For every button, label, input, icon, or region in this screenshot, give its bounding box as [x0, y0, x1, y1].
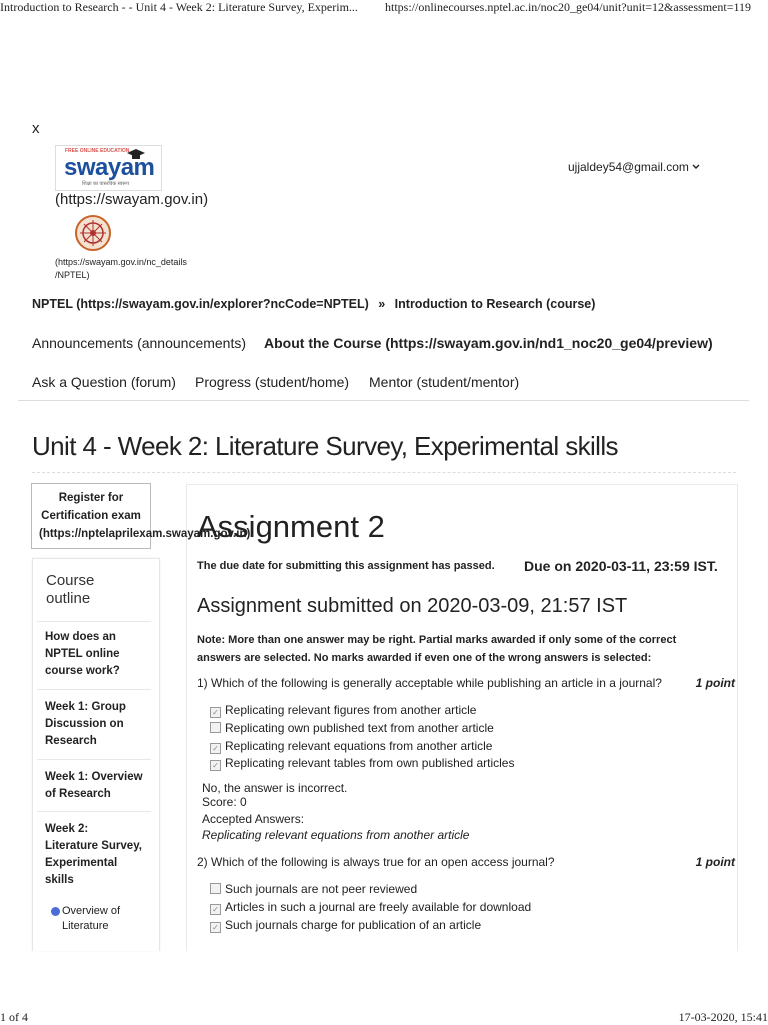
- print-header-title: Introduction to Research - - Unit 4 - Week 2: Literature Survey, Experim...: [0, 0, 358, 14]
- option-label: Replicating relevant tables from own published articles: [225, 756, 515, 770]
- q1-option-3[interactable]: [210, 739, 492, 754]
- sidebar-item-how-nptel-works[interactable]: [45, 629, 150, 680]
- swayam-logo[interactable]: [55, 145, 162, 191]
- register-line3[interactable]: (https://nptelaprilexam.swayam.gov.in): [39, 528, 251, 540]
- q2-option-1[interactable]: [210, 882, 417, 896]
- page-title: Unit 4 - Week 2: Literature Survey, Experimental skills: [32, 431, 618, 461]
- sidebar-item-label: Literature Survey,: [45, 840, 142, 852]
- course-outline-heading-line1: Course: [46, 572, 95, 589]
- checkbox-checked-icon[interactable]: ✓: [210, 743, 221, 754]
- checkbox-checked-icon[interactable]: ✓: [210, 904, 221, 915]
- chevron-down-icon: [692, 160, 700, 168]
- q2-option-3[interactable]: [210, 918, 481, 933]
- sidebar-item-label: skills: [45, 874, 74, 886]
- breadcrumb-separator: »: [378, 297, 386, 311]
- due-passed-text: The due date for submitting this assignment has passed.: [197, 560, 495, 572]
- user-menu[interactable]: [568, 160, 700, 174]
- question-2-points: 1 point: [695, 855, 735, 869]
- nav-about-course[interactable]: About the Course (https://swayam.gov.in/nd1_noc20_ge04/preview): [264, 335, 713, 351]
- radio-dot-icon: [51, 907, 60, 916]
- swayam-logo-tagline: शिक्षा का वास्तविक स्वरूप: [82, 181, 130, 187]
- option-label: Articles in such a journal are freely available for download: [225, 900, 532, 914]
- question-2-text: 2) Which of the following is always true for an open access journal?: [197, 855, 555, 869]
- option-label: Replicating relevant figures from another article: [225, 703, 477, 717]
- print-header-url: https://onlinecourses.nptel.ac.in/noc20_ge04/unit?unit=12&assessment=119: [385, 0, 752, 14]
- breadcrumb-nptel[interactable]: NPTEL (https://swayam.gov.in/explorer?ncCode=NPTEL): [32, 297, 369, 311]
- print-footer-page: 1 of 4: [0, 1010, 28, 1024]
- swayam-logo-tagline-top: FREE ONLINE EDUCATION: [65, 148, 130, 154]
- print-footer-datetime: 17-03-2020, 15:41: [678, 1010, 768, 1024]
- question-1-text: 1) Which of the following is generally acceptable while publishing an article in a journal?: [197, 676, 662, 690]
- checkbox-empty-icon[interactable]: [210, 722, 221, 733]
- option-label: Such journals are not peer reviewed: [225, 882, 418, 896]
- q1-accepted-label: Accepted Answers:: [202, 812, 305, 826]
- breadcrumb-course[interactable]: Introduction to Research (course): [394, 297, 596, 311]
- course-outline-heading: [46, 572, 94, 608]
- sidebar-item-week1-overview[interactable]: [45, 769, 150, 803]
- sidebar-item-label: How does an: [45, 631, 116, 643]
- q1-option-4[interactable]: [210, 756, 514, 771]
- sidebar-item-week1-group-discussion[interactable]: [45, 699, 150, 750]
- option-label: Such journals charge for publication of an article: [225, 918, 482, 932]
- assignment-title: Assignment 2: [197, 509, 385, 544]
- sidebar-subitem-label: Literature: [62, 920, 109, 932]
- question-1-points: 1 point: [695, 676, 735, 690]
- sidebar-subitem-overview-literature[interactable]: [62, 904, 120, 934]
- nav-divider: [18, 400, 749, 401]
- swayam-link[interactable]: (https://swayam.gov.in): [55, 191, 209, 208]
- note-line1: Note: More than one answer may be right. Partial marks awarded if only some of the correct: [197, 634, 677, 646]
- sidebar-item-week2[interactable]: [45, 821, 150, 889]
- q1-feedback: No, the answer is incorrect.: [202, 781, 348, 795]
- option-label: Replicating relevant equations from another article: [225, 739, 493, 753]
- breadcrumb: [32, 297, 595, 311]
- q1-score: Score: 0: [202, 795, 247, 809]
- title-divider: [32, 472, 736, 473]
- nptel-link-line2: /NPTEL): [55, 270, 90, 280]
- checkbox-checked-icon[interactable]: ✓: [210, 760, 221, 771]
- q1-accepted-answer: Replicating relevant equations from another article: [202, 828, 470, 842]
- q1-option-1[interactable]: [210, 703, 476, 718]
- q2-option-2[interactable]: [210, 900, 531, 915]
- register-line1: Register for: [58, 492, 124, 504]
- sidebar-item-label: Week 1: Group: [45, 701, 126, 713]
- close-button[interactable]: x: [32, 120, 40, 137]
- checkbox-empty-icon[interactable]: [210, 883, 221, 894]
- nptel-link-line1: (https://swayam.gov.in/nc_details: [55, 257, 187, 267]
- q1-option-2[interactable]: [210, 721, 494, 735]
- due-date-text: Due on 2020-03-11, 23:59 IST.: [524, 558, 718, 574]
- assignment-note: [197, 631, 676, 667]
- note-line2: answers are selected. No marks awarded if even one of the wrong answers is selected:: [197, 652, 652, 664]
- sidebar-divider: [37, 811, 151, 812]
- sidebar-divider: [37, 759, 151, 760]
- option-label: Replicating own published text from another article: [225, 721, 494, 735]
- swayam-logo-text: swayam: [64, 154, 155, 181]
- sidebar-divider: [37, 621, 151, 622]
- sidebar-item-label: Week 2:: [45, 823, 89, 835]
- nptel-link[interactable]: [55, 256, 187, 282]
- sidebar-item-label: course work?: [45, 665, 120, 677]
- sidebar-subitem-label: Overview of: [62, 905, 121, 917]
- register-line2: Certification exam: [41, 510, 141, 522]
- sidebar-item-label: of Research: [45, 788, 111, 800]
- sidebar-item-label: Experimental: [45, 857, 118, 869]
- nav-announcements[interactable]: Announcements (announcements): [32, 335, 247, 351]
- nav-ask-question[interactable]: Ask a Question (forum): [32, 374, 176, 390]
- checkbox-checked-icon[interactable]: ✓: [210, 707, 221, 718]
- sidebar-item-label: Discussion on: [45, 718, 124, 730]
- nptel-logo-icon[interactable]: [74, 214, 112, 252]
- checkbox-checked-icon[interactable]: ✓: [210, 922, 221, 933]
- course-outline-heading-line2: outline: [46, 590, 91, 607]
- sidebar-item-label: NPTEL online: [45, 648, 120, 660]
- sidebar-item-label: Research: [45, 735, 97, 747]
- nav-progress[interactable]: Progress (student/home): [195, 374, 350, 390]
- user-email: ujjaldey54@gmail.com: [568, 160, 689, 174]
- sidebar-divider: [37, 689, 151, 690]
- nav-mentor[interactable]: Mentor (student/mentor): [369, 374, 520, 390]
- course-outline-panel: [32, 558, 160, 951]
- submitted-text: Assignment submitted on 2020-03-09, 21:57 IST: [197, 595, 628, 617]
- sidebar-item-label: Week 1: Overview: [45, 771, 143, 783]
